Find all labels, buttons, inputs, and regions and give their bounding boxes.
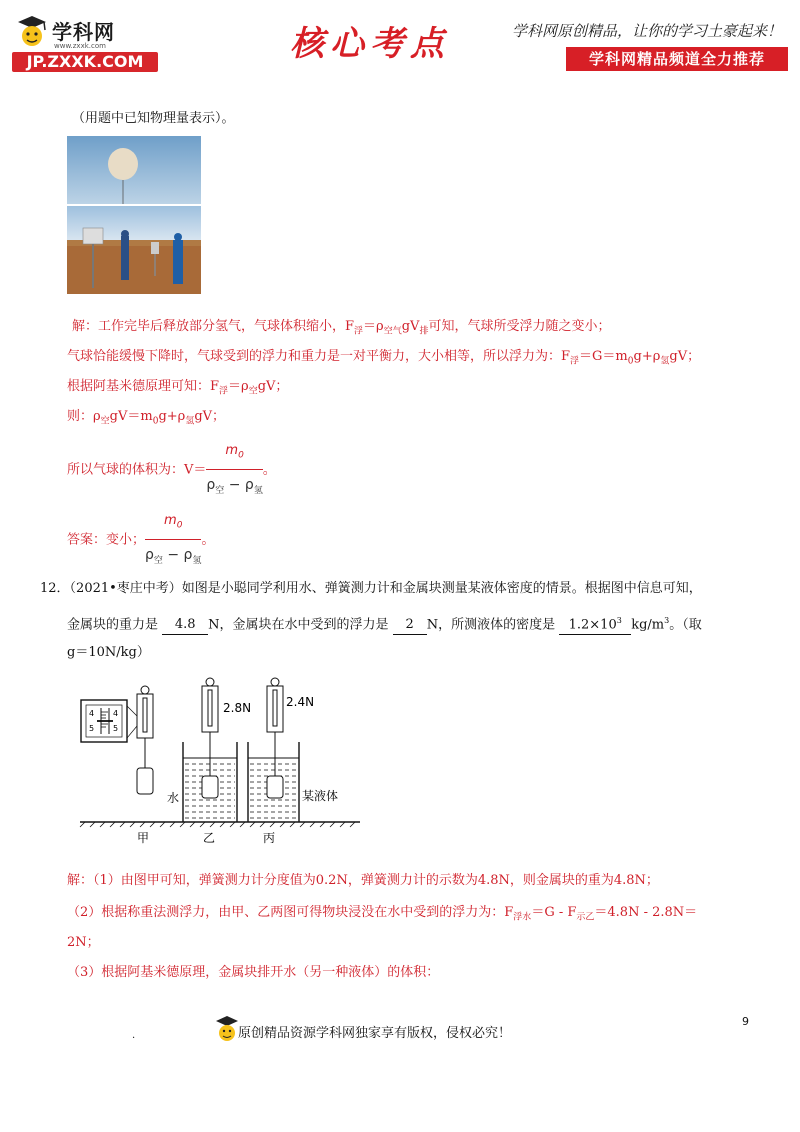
logo-site: www.zxxk.com — [54, 42, 106, 50]
solution-12-line-1: 解：（1）由图甲可知，弹簧测力计分度值为0.2N，弹簧测力计的示数为4.8N，则金属块的重为4.8N； — [67, 873, 659, 888]
solution-11-line-1: 解：工作完毕后释放部分氢气，气球体积缩小，$F_浮=\rho_{空气}gV_排$可知，气球所受浮力随之变小； — [72, 319, 611, 337]
question-12-line-3: g＝10N/kg） — [67, 645, 150, 660]
site-logo[interactable] — [12, 14, 162, 72]
scale-mark-4-right: 4 — [113, 709, 119, 718]
scale-mark-4: 4 — [89, 709, 95, 718]
intro-text: （用题中已知物理量表示）。 — [72, 111, 235, 126]
header-banner: 学科网精品频道全力推荐 — [566, 47, 788, 71]
label-water: 水 — [167, 791, 180, 805]
solution-11-line-2: 气球恰能缓慢下降时，气球受到的浮力和重力是一对平衡力，大小相等，所以浮力为：$F_浮=G=m_0g+\rho_氢gV$； — [67, 349, 701, 367]
reading-b: 2.8N — [223, 701, 252, 715]
scale-b — [202, 678, 251, 776]
solution-11-volume: 所以气球的体积为：V＝ $\frac{m_0}{\rho_空 - \rho_氢}$ 。 — [67, 440, 276, 501]
label-bing: 丙 — [263, 831, 276, 845]
header-slogan: 学科网原创精品，让你的学习土豪起来！ — [512, 22, 783, 40]
footer-mascot-icon — [214, 1014, 240, 1044]
magnified-inset — [81, 700, 127, 742]
scale-mark-5: 5 — [89, 724, 95, 733]
mascot-icon — [12, 14, 52, 50]
solution-12-line-2: （2）根据称重法测浮力，由甲、乙两图可得物块浸没在水中受到的浮力为：$F_{浮水}=G - F_{示乙}=4.8N - 2.8N=$ — [67, 905, 698, 923]
page-number: 9 — [742, 1015, 749, 1028]
scale-mark-5-right: 5 — [113, 724, 119, 733]
logo-domain: JP.ZXXK.COM — [12, 52, 158, 72]
answer-blank-1: 4.8 — [162, 616, 208, 635]
answer-11: 答案：变小； $\frac{m_0}{\rho_空 - \rho_氢}$ 。 — [67, 510, 214, 571]
metal-block-a — [137, 768, 153, 794]
balloon-photo — [67, 136, 201, 294]
reading-c: 2.4N — [286, 695, 315, 709]
page-title: 核心考点 — [290, 24, 450, 64]
copyright-notice: 原创精品资源学科网独家享有版权，侵权必究！ — [238, 1026, 512, 1041]
beaker-liquid — [248, 742, 299, 822]
label-yi: 乙 — [203, 831, 216, 845]
metal-block-c — [267, 776, 283, 798]
volume-fraction: $\frac{m_0}{\rho_空 - \rho_氢}$ — [206, 440, 262, 501]
solution-12-line-4: （3）根据阿基米德原理，金属块排开水（另一种液体）的体积： — [67, 965, 440, 980]
answer-blank-3: $1.2\times 10^3$ — [559, 612, 631, 635]
metal-block-b — [202, 776, 218, 798]
spring-scale-diagram — [75, 676, 365, 852]
solution-11-line-4: 则：$\rho_空gV=m_0g+\rho_氢gV$； — [67, 409, 226, 427]
question-12-line-2: 金属块的重力是 4.8 N，金属块在水中受到的浮力是 2 N，所测液体的密度是 $1.2\times 10^3$ $kg/m^3$。（取 — [67, 612, 702, 635]
solution-11-line-3: 根据阿基米德原理可知：$F_浮=\rho_空gV$； — [67, 379, 289, 397]
label-liquid: 某液体 — [302, 789, 339, 803]
footer-dot: . — [132, 1030, 136, 1041]
answer-blank-2: 2 — [393, 616, 427, 635]
scale-c — [267, 678, 314, 776]
answer-fraction: $\frac{m_0}{\rho_空 - \rho_氢}$ — [145, 510, 201, 571]
label-jia: 甲 — [137, 831, 150, 845]
solution-12-line-3: 2N； — [67, 935, 100, 950]
scale-a — [127, 686, 153, 794]
question-12-line-1: 12．（2021•枣庄中考）如图是小聪同学利用水、弹簧测力计和金属块测量某液体密度的情景。根据图中信息可知， — [40, 581, 702, 596]
logo-name: 学科网 — [52, 20, 115, 44]
